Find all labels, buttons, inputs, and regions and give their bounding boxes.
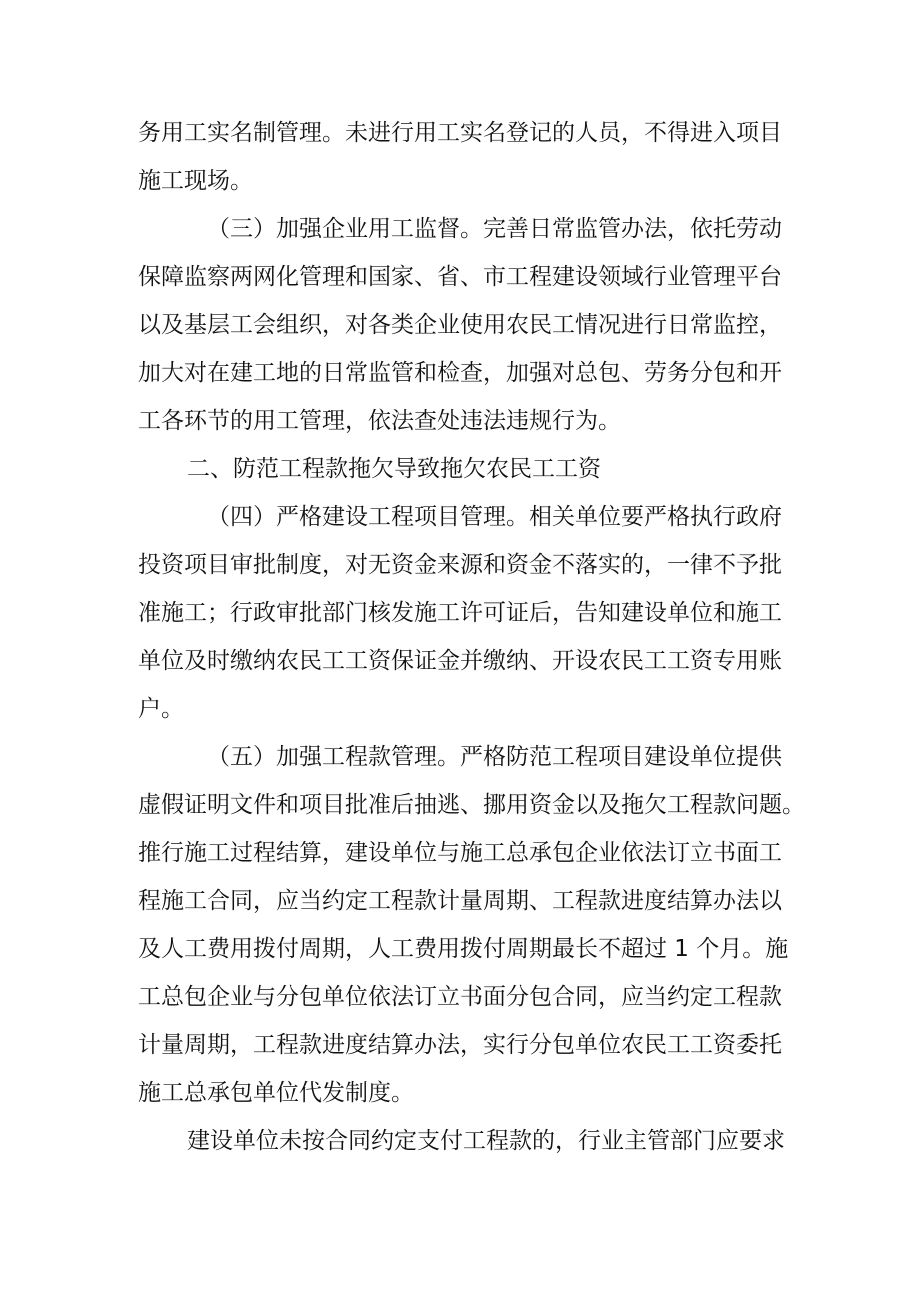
text-line-18: 及人工费用拨付周期，人工费用拨付周期最长不超过 1 个月。施 [138, 936, 789, 962]
text-line-4: 保障监察两网化管理和国家、省、市工程建设领域行业管理平台 [138, 264, 782, 290]
text-line-2: 施工现场。 [138, 168, 253, 194]
section-heading-3: （三）加强企业用工监督。完善日常监管办法，依托劳动 [207, 216, 782, 242]
text-line-21: 施工总承包单位代发制度。 [138, 1080, 414, 1106]
section-heading-5: （五）加强工程款管理。严格防范工程项目建设单位提供 [207, 744, 782, 770]
text-line-22: 建设单位未按合同约定支付工程款的，行业主管部门应要求 [187, 1128, 785, 1154]
text-line-5: 以及基层工会组织，对各类企业使用农民工情况进行日常监控， [138, 312, 782, 338]
text-line-12: 单位及时缴纳农民工工资保证金并缴纳、开设农民工工资专用账 [138, 648, 782, 674]
chapter-heading-2: 二、防范工程款拖欠导致拖欠农民工工资 [187, 456, 601, 482]
text-line-6: 加大对在建工地的日常监管和检查，加强对总包、劳务分包和开 [138, 360, 782, 386]
text-line-13: 户。 [138, 696, 184, 722]
text-line-11: 准施工；行政审批部门核发施工许可证后，告知建设单位和施工 [138, 600, 782, 626]
text-line-15: 虚假证明文件和项目批准后抽逃、挪用资金以及拖欠工程款问题。 [138, 792, 805, 818]
text-line-10: 投资项目审批制度，对无资金来源和资金不落实的，一律不予批 [138, 552, 782, 578]
text-line-1: 务用工实名制管理。未进行用工实名登记的人员，不得进入项目 [138, 120, 782, 146]
text-line-7: 工各环节的用工管理，依法查处违法违规行为。 [138, 408, 621, 434]
section-heading-4: （四）严格建设工程项目管理。相关单位要严格执行政府 [207, 504, 782, 530]
text-line-17: 程施工合同，应当约定工程款计量周期、工程款进度结算办法以 [138, 888, 782, 914]
text-line-16: 推行施工过程结算，建设单位与施工总承包企业依法订立书面工 [138, 840, 782, 866]
text-line-20: 计量周期，工程款进度结算办法，实行分包单位农民工工资委托 [138, 1032, 782, 1058]
text-line-19: 工总包企业与分包单位依法订立书面分包合同，应当约定工程款 [138, 984, 782, 1010]
